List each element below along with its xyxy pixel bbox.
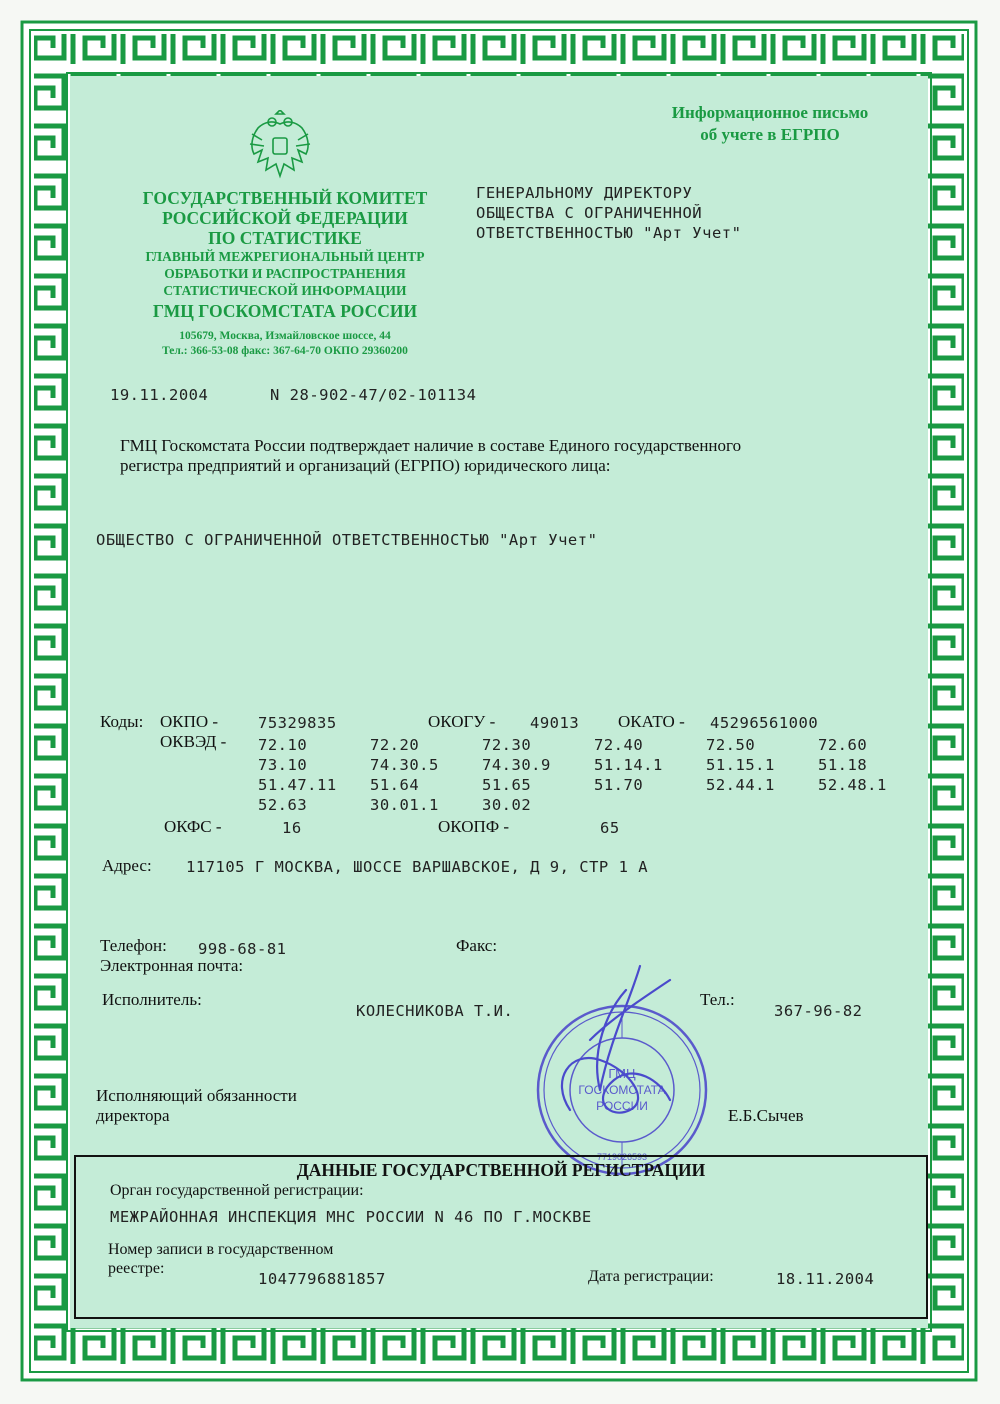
- okved-code: 52.63: [258, 796, 308, 814]
- okved-code: 51.70: [594, 776, 644, 794]
- info-letter-line2: об учете в ЕГРПО: [700, 125, 840, 144]
- registration-organ-label: Орган государственной регистрации:: [110, 1182, 364, 1199]
- phone-label: Телефон:: [100, 936, 167, 955]
- stamp-center-line3: РОССИИ: [596, 1099, 648, 1113]
- signatory-name: Е.Б.Сычев: [728, 1106, 804, 1125]
- org-line2: РОССИЙСКОЙ ФЕДЕРАЦИИ: [162, 208, 408, 228]
- okved-code: 72.20: [370, 736, 420, 754]
- okved-code: 30.01.1: [370, 796, 439, 814]
- okved-code: 51.64: [370, 776, 420, 794]
- org-line5: ОБРАБОТКИ И РАСПРОСТРАНЕНИЯ: [164, 266, 406, 281]
- registration-date: 18.11.2004: [776, 1270, 875, 1288]
- info-letter-line1: Информационное письмо: [671, 103, 869, 122]
- okfs-value: 16: [282, 819, 302, 837]
- signatory-role-line2: директора: [96, 1106, 170, 1125]
- registration-title: ДАННЫЕ ГОСУДАРСТВЕННОЙ РЕГИСТРАЦИИ: [296, 1160, 706, 1180]
- okved-code: 72.30: [482, 736, 532, 754]
- phone-value: 998-68-81: [198, 940, 287, 958]
- executor-tel: 367-96-82: [774, 1002, 863, 1020]
- body-text: [120, 436, 741, 476]
- registration-date-label: Дата регистрации:: [588, 1268, 714, 1285]
- executor-label: Исполнитель:: [102, 990, 202, 1009]
- okpo-label: ОКПО -: [160, 712, 219, 731]
- org-address: 105679, Москва, Измайловское шоссе, 44: [179, 330, 391, 342]
- address-value: 117105 Г МОСКВА, ШОССЕ ВАРШАВСКОЕ, Д 9, СТР 1 А: [186, 858, 649, 876]
- record-label-line2: реестре:: [108, 1260, 165, 1277]
- okved-row: [258, 776, 930, 796]
- info-letter-heading: [640, 102, 900, 146]
- okved-code: 51.47.11: [258, 776, 337, 794]
- okved-code: 51.14.1: [594, 756, 663, 774]
- okved-code: 51.15.1: [706, 756, 775, 774]
- record-label-line1: Номер записи в государственном: [108, 1241, 334, 1258]
- executor-tel-label: Тел.:: [700, 990, 735, 1009]
- registration-organ: МЕЖРАЙОННАЯ ИНСПЕКЦИЯ МНС РОССИИ N 46 ПО Г.МОСКВЕ: [110, 1208, 592, 1226]
- codes-label: Коды:: [100, 712, 144, 731]
- okved-code: 74.30.5: [370, 756, 439, 774]
- address-label: Адрес:: [102, 856, 152, 875]
- org-header: [100, 188, 470, 359]
- okved-row: [258, 736, 930, 756]
- okogu-value: 49013: [530, 714, 580, 732]
- recipient-block: [476, 183, 741, 243]
- okved-code: 52.48.1: [818, 776, 887, 794]
- body-line1: ГМЦ Госкомстата России подтверждает наличие в составе Единого государственного: [120, 436, 742, 455]
- okved-code: 51.18: [818, 756, 868, 774]
- okpo-value: 75329835: [258, 714, 337, 732]
- recipient-line2: ОБЩЕСТВА С ОГРАНИЧЕННОЙ: [476, 204, 703, 222]
- stamp-number: 7719026593: [596, 1152, 648, 1162]
- org-line1: ГОСУДАРСТВЕННЫЙ КОМИТЕТ: [142, 188, 428, 208]
- org-contacts: Тел.: 366-53-08 факс: 367-64-70 ОКПО 29360200: [162, 345, 408, 357]
- okato-label: ОКАТО -: [618, 712, 685, 731]
- okved-codes-grid: [258, 736, 930, 816]
- okved-label: ОКВЭД -: [160, 732, 227, 751]
- okogu-label: ОКОГУ -: [428, 712, 496, 731]
- okved-code: 30.02: [482, 796, 532, 814]
- okfs-label: ОКФС -: [164, 817, 222, 836]
- document-date: 19.11.2004: [110, 386, 209, 404]
- okved-code: 72.40: [594, 736, 644, 754]
- org-line4: ГЛАВНЫЙ МЕЖРЕГИОНАЛЬНЫЙ ЦЕНТР: [145, 249, 425, 264]
- okved-code: 51.65: [482, 776, 532, 794]
- okved-row: [258, 796, 930, 816]
- okopf-label: ОКОПФ -: [438, 817, 510, 836]
- record-number: 1047796881857: [258, 1270, 386, 1288]
- okved-code: 73.10: [258, 756, 308, 774]
- okved-code: 72.60: [818, 736, 868, 754]
- org-line6: СТАТИСТИЧЕСКОЙ ИНФОРМАЦИИ: [163, 283, 407, 298]
- stamp-center-line1: ГМЦ: [608, 1066, 636, 1081]
- org-line7: ГМЦ ГОСКОМСТАТА РОССИИ: [152, 301, 418, 321]
- document-number: N 28-902-47/02-101134: [270, 386, 477, 404]
- fax-label: Факс:: [456, 936, 498, 955]
- okato-value: 45296561000: [710, 714, 819, 732]
- stamp-center-line2: ГОСКОМСТАТА: [578, 1083, 666, 1097]
- handwritten-signature: [530, 960, 690, 1130]
- recipient-line1: ГЕНЕРАЛЬНОМУ ДИРЕКТОРУ: [476, 184, 693, 202]
- org-line3: ПО СТАТИСТИКЕ: [208, 228, 362, 248]
- signatory-role-line1: Исполняющий обязанности: [96, 1086, 297, 1105]
- signatory-role: [96, 1086, 297, 1126]
- executor-name: КОЛЕСНИКОВА Т.И.: [356, 1002, 514, 1020]
- okved-code: 72.10: [258, 736, 308, 754]
- company-name: ОБЩЕСТВО С ОГРАНИЧЕННОЙ ОТВЕТСТВЕННОСТЬЮ "Арт Учет": [96, 531, 598, 549]
- okved-code: 52.44.1: [706, 776, 775, 794]
- okved-code: 74.30.9: [482, 756, 551, 774]
- body-line2: регистра предприятий и организаций (ЕГРПО) юридического лица:: [120, 456, 611, 475]
- recipient-line3: ОТВЕТСТВЕННОСТЬЮ "Арт Учет": [476, 224, 742, 242]
- okopf-value: 65: [600, 819, 620, 837]
- okved-code: 72.50: [706, 736, 756, 754]
- email-label: Электронная почта:: [100, 956, 244, 975]
- coat-of-arms-emblem: [242, 110, 318, 186]
- okved-row: [258, 756, 930, 776]
